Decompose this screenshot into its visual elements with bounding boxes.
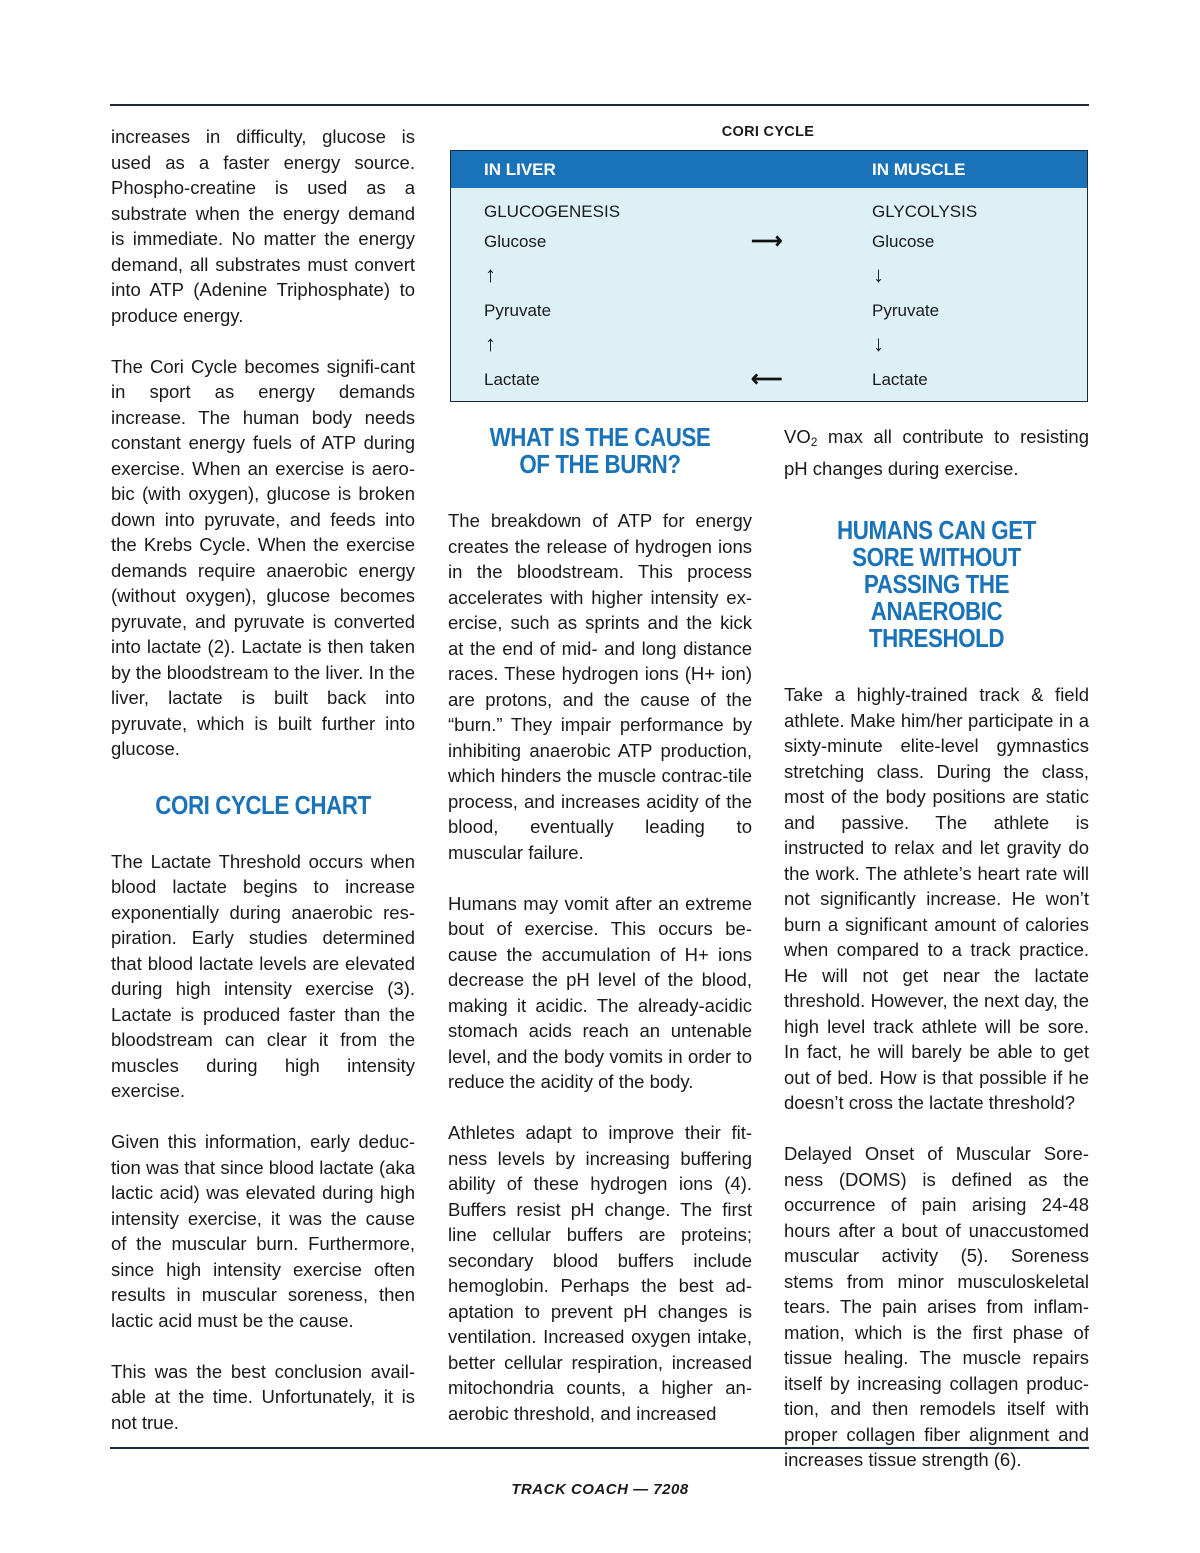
liver-process: GLUCOGENESIS (484, 202, 621, 221)
arrow-right-icon: ⟶ (751, 228, 783, 253)
bottom-rule (110, 1447, 1089, 1449)
top-rule (110, 104, 1089, 106)
col3-paragraph-0 (784, 424, 1089, 481)
liver-lactate: Lactate (484, 370, 540, 389)
page-footer: TRACK COACH — 7208 (511, 1481, 689, 1498)
col1-paragraph-1: increases in difficulty, glucose is used as a faster energy source. Phospho-creatine is used as a substrate when the energy demand is immediate. No matter the energy demand, all substrates must convert into ATP (Adenine Triphosphate) to produce energy. (111, 126, 415, 326)
vo2-rest: max all contribute to resisting pH changes during exercise. (784, 426, 1089, 479)
arrow-up-icon: ↑ (485, 331, 496, 356)
cause-of-burn-heading: WHAT IS THE CAUSE OF THE BURN? (489, 422, 711, 479)
column-2 (448, 420, 752, 1426)
col2-paragraph-1: The breakdown of ATP for energy creates the release of hydrogen ions in the bloodstream. This process accelerates with higher intensity ex-ercise, such as sprints and the kick at the end of mid- and long distance races. These hydrogen ions (H+ ion) are protons, and the cause of the “burn.” They impair performance by inhibiting anaerobic ATP production, which hinders the muscle contrac-tile process, and increases acidity of the blood, eventually leading to muscular failure. (448, 510, 752, 863)
header-in-liver: IN LIVER (484, 160, 556, 179)
liver-pyruvate: Pyruvate (484, 301, 552, 320)
col1-paragraph-2: The Cori Cycle becomes signifi-cant in sport as energy demands increase. The human body needs constant energy fuels of ATP during exercise. When an exercise is aero-bic (with oxygen), glucose is broken down into pyruvate, and feeds into the Krebs Cycle. When the exercise demands require anaerobic energy (without oxygen), glucose becomes pyruvate, and pyruvate is converted into lactate (2). Lactate is then taken by the bloodstream to the liver. In the liver, lactate is built back into pyruvate, which is built further into glucose. (111, 355, 415, 759)
col1-paragraph-3: The Lactate Threshold occurs when blood lactate begins to increase exponentially during anaerobic res-piration. Early studies determined that blood lactate levels are elevated during high intensity exercise (3). Lactate is produced faster than the bloodstream can clear it from the muscles during high intensity exercise. (111, 850, 415, 1101)
chart-title: CORI CYCLE (721, 124, 815, 140)
col1-paragraph-5: This was the best conclusion avail-able at the time. Unfortunately, it is not true. (111, 1360, 415, 1433)
col2-paragraph-3: Athletes adapt to improve their fit-ness levels by increasing buffering ability of these hydrogen ions (4). Buffers resist pH change. The first line cellular buffers are proteins; secondary blood buffers include hemoglobin. Perhaps the best ad-aptation to prevent pH changes is ventilation. Increased oxygen intake, better cellular respiration, increased mitochondria counts, a higher an-aerobic threshold, and increased (448, 1122, 752, 1424)
arrow-down-icon: ↓ (873, 331, 884, 356)
column-3 (784, 424, 1089, 1473)
col3-paragraph-1: Take a highly-trained track & field athlete. Make him/her participate in a sixty-minute elite-level gymnastics stretching class. During the class, most of the body positions are static and passive. The athlete is instructed to relax and let gravity do the work. The athlete’s heart rate will not significantly increase. He won’t burn a significant amount of calories when compared to a track practice. He will not get near the lactate threshold. However, the next day, the high level track athlete will be sore. In fact, he will barely be able to get out of bed. How is that possible if he doesn’t cross the lactate threshold? (784, 684, 1089, 1113)
muscle-pyruvate: Pyruvate (872, 301, 940, 320)
col3-paragraph-2: Delayed Onset of Muscular Sore-ness (DOMS) is defined as the occurrence of pain arising 24-48 hours after a bout of unaccustomed muscular activity (5). Soreness stems from minor musculoskeletal tears. The pain arises from inflam-mation, which is the first phase of tissue healing. The muscle repairs itself by increasing collagen produc-tion, and then remodels itself with proper collagen fiber alignment and increases tissue strength (6). (784, 1143, 1089, 1470)
col1-paragraph-4: Given this information, early deduc-tion was that since blood lactate (aka lactic acid) was elevated during high intensity exercise, it was the cause of the muscular burn. Furthermore, since high intensity exercise often results in muscular soreness, then lactic acid must be the cause. (111, 1131, 415, 1331)
arrow-up-icon: ↑ (485, 262, 496, 287)
header-in-muscle: IN MUSCLE (872, 160, 966, 179)
vo2-label: VO (784, 426, 811, 447)
col2-paragraph-2: Humans may vomit after an extreme bout of exercise. This occurs be-cause the accumulation of H+ ions decrease the pH level of the blood, making it acidic. The already-acidic stomach acids reach an untenable level, and the body vomits in order to reduce the acidity of the body. (448, 892, 752, 1092)
liver-glucose: Glucose (484, 232, 547, 251)
chart-header (451, 151, 1087, 188)
sore-without-threshold-heading: HUMANS CAN GET SORE WITHOUT PASSING THE ANAEROBIC THRESHOLD (837, 515, 1036, 653)
vo2-subscript: 2 (810, 435, 818, 449)
muscle-glucose: Glucose (872, 232, 935, 251)
muscle-lactate: Lactate (872, 370, 928, 389)
arrow-down-icon: ↓ (873, 262, 884, 287)
arrow-left-icon: ⟵ (751, 366, 783, 391)
cori-cycle-chart (450, 150, 1088, 402)
muscle-process: GLYCOLYSIS (872, 202, 978, 221)
column-1 (111, 124, 415, 1435)
cori-cycle-chart-heading: CORI CYCLE CHART (155, 789, 371, 820)
